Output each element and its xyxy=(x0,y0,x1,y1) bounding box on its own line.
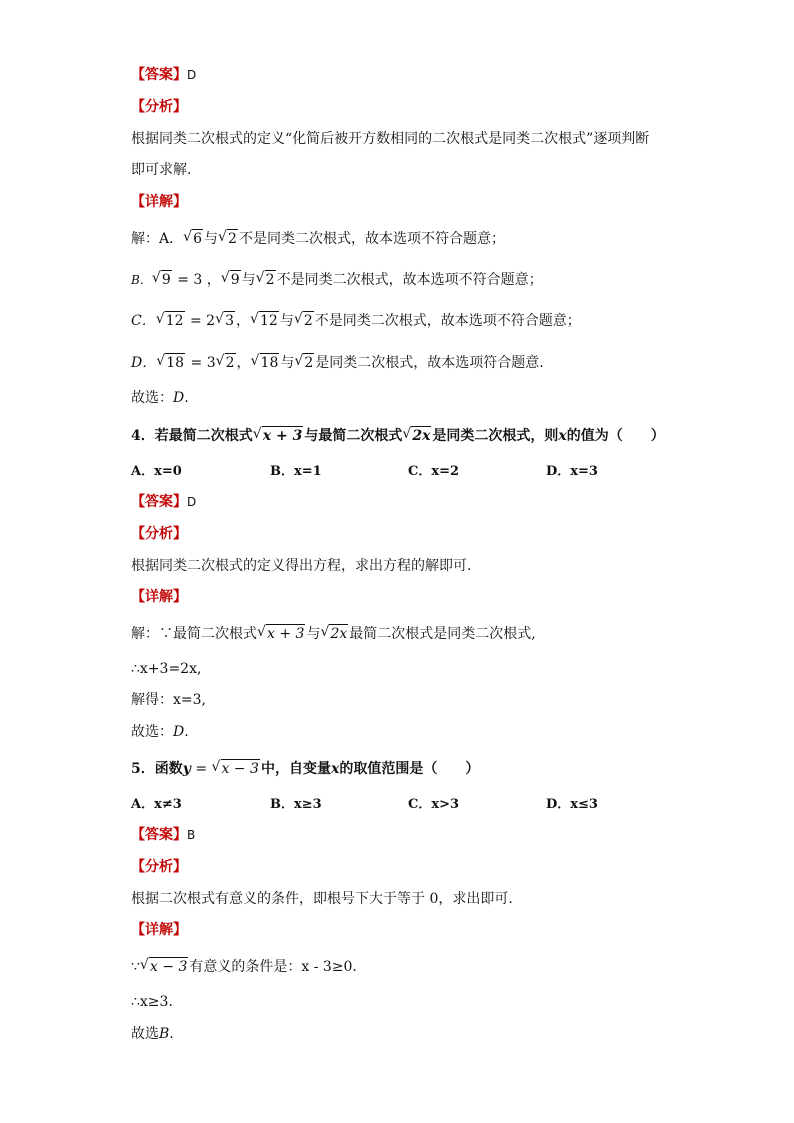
detail-line-c: C．√ 12 = 2√ 3 ，√ 12 与√ 2 不是同类二次根式，故本选项不符合题意； xyxy=(131,311,581,330)
analysis-tag-q4: 【分析】 xyxy=(131,526,187,542)
detail-q4-line1: 解：∵最简二次根式√ x + 3 与√ 2x 最简二次根式是同类二次根式, xyxy=(131,624,536,643)
detail-tag-q4: 【详解】 xyxy=(131,589,187,605)
detail-q5-line1: ∵√ x − 3 有意义的条件是：x - 3≥0. xyxy=(131,957,357,976)
answer-row-q3 xyxy=(131,66,196,84)
sqrt-expr: √ 18 xyxy=(252,353,280,372)
sqrt-expr: √ 18 xyxy=(157,353,185,372)
question-5-stem: 5．函数y = √ x − 3 中，自变量x的取值范围是（ ） xyxy=(131,759,479,778)
question-5-option-a: A．x≠3 xyxy=(131,797,182,812)
answer-row-q4: 【答案】D xyxy=(131,494,197,510)
detail-line-a: 解：A．√ 6 与√ 2 不是同类二次根式，故本选项不符合题意； xyxy=(131,229,505,248)
sqrt-expr: √ 2 xyxy=(295,311,314,330)
analysis-tag-q5: 【分析】 xyxy=(131,859,187,875)
sqrt-expr: √ 2x xyxy=(321,624,348,643)
sqrt-expr: √ 2x xyxy=(403,426,431,445)
sqrt-expr: √ 9 xyxy=(153,270,172,289)
sqrt-expr: √ 2 xyxy=(217,353,236,372)
detail-q4-line2: ∴x+3=2x, xyxy=(131,661,202,677)
detail-tag-q3: 【详解】 xyxy=(131,194,187,210)
question-5-option-d: D．x≤3 xyxy=(546,797,598,812)
answer-value: B xyxy=(187,828,196,842)
detail-line-b: B．√ 9 = 3 ，√ 9 与√ 2 不是同类二次根式，故本选项不符合题意； xyxy=(131,270,543,289)
sqrt-expr: √ 2 xyxy=(219,229,238,248)
conclusion-q4: 故选：D. xyxy=(131,724,189,740)
sqrt-expr: √ 12 xyxy=(157,311,185,330)
sqrt-expr: √ x + 3 xyxy=(254,426,304,445)
answer-value: D xyxy=(187,68,197,82)
answer-tag: 【答案】 xyxy=(131,67,187,83)
detail-tag-q5: 【详解】 xyxy=(131,922,187,938)
sqrt-expr: √ 12 xyxy=(251,311,279,330)
question-4-stem: 4．若最简二次根式√ x + 3 与最简二次根式√ 2x 是同类二次根式，则x的值为（ ） xyxy=(131,426,665,445)
analysis-tag-q3: 【分析】 xyxy=(131,99,187,115)
analysis-text-q4: 根据同类二次根式的定义得出方程，求出方程的解即可. xyxy=(131,558,472,574)
sqrt-expr: √ 9 xyxy=(222,270,241,289)
question-5-option-b: B．x≥3 xyxy=(270,797,322,812)
question-4-option-d: D．x=3 xyxy=(546,464,598,479)
sqrt-expr: √ 2 xyxy=(295,353,314,372)
analysis-text-q5: 根据二次根式有意义的条件，即根号下大于等于 0，求出即可. xyxy=(131,891,513,907)
detail-q4-line3: 解得：x=3, xyxy=(131,692,206,708)
question-4-option-c: C．x=2 xyxy=(408,464,460,479)
analysis-text-q3-line1: 根据同类二次根式的定义“化简后被开方数相同的二次根式是同类二次根式”逐项判断 xyxy=(131,131,650,147)
sqrt-expr: √ 2 xyxy=(257,270,276,289)
detail-line-d: D．√ 18 = 3√ 2 ，√ 18 与√ 2 是同类二次根式，故本选项符合题意. xyxy=(131,353,544,372)
sqrt-expr: √ x + 3 xyxy=(258,624,305,643)
sqrt-expr: √ x − 3 xyxy=(213,759,260,778)
question-4-option-b: B．x=1 xyxy=(270,464,322,479)
question-5-option-c: C．x>3 xyxy=(408,797,460,812)
conclusion-q5: 故选B. xyxy=(131,1026,174,1042)
sqrt-expr: √ x − 3 xyxy=(141,957,188,976)
detail-q5-line2: ∴x≥3. xyxy=(131,994,173,1010)
answer-value: D xyxy=(187,495,197,509)
conclusion-q3: 故选：D. xyxy=(131,390,189,406)
sqrt-expr: √ 3 xyxy=(216,311,235,330)
sqrt-expr: √ 6 xyxy=(184,229,203,248)
analysis-text-q3-line2: 即可求解. xyxy=(131,162,192,178)
answer-row-q5: 【答案】B xyxy=(131,827,196,843)
question-4-option-a: A．x=0 xyxy=(131,464,182,479)
